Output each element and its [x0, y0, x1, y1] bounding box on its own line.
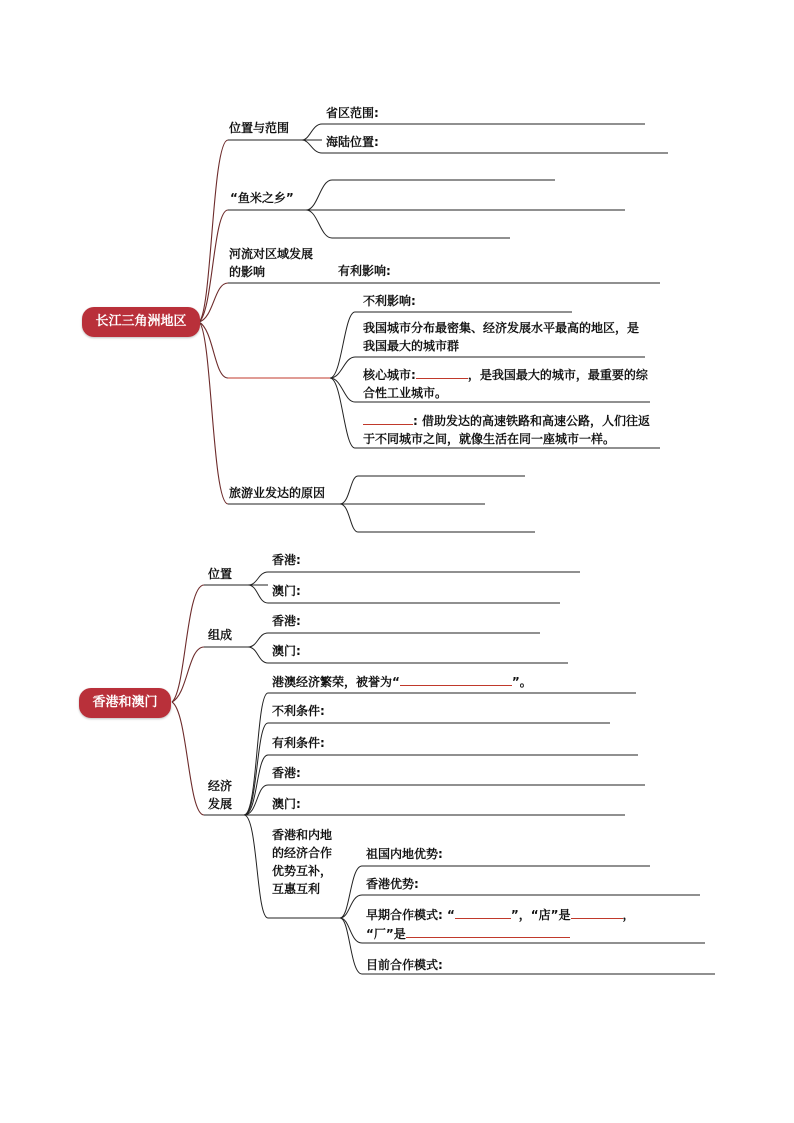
node-high-speed-rail	[363, 411, 658, 448]
rail-suffix: : 借助发达的高速铁路和高速公路，人们往返于不同城市之间，就像生活在同一座城市一样。	[363, 414, 650, 446]
early-blank-1[interactable]	[455, 905, 511, 919]
prosperity-prefix: 港澳经济繁荣，被誉为“	[272, 675, 400, 689]
early-line2: “厂”是	[366, 927, 406, 941]
prosperity-blank[interactable]	[400, 672, 512, 686]
node-early-model-line2	[366, 924, 570, 943]
node-composition-hongkong: 香港:	[272, 614, 301, 628]
node-position: 位置	[208, 567, 233, 581]
node-economy: 经济发展	[208, 779, 233, 811]
node-position-macao: 澳门:	[272, 584, 301, 598]
node-mainland-advantage: 祖国内地优势:	[366, 847, 443, 861]
early-mid: ”，“店”是	[510, 908, 571, 922]
prosperity-suffix: ”。	[511, 675, 532, 689]
node-core-city	[363, 365, 653, 402]
early-blank-2[interactable]	[571, 905, 623, 919]
rail-blank[interactable]	[363, 411, 413, 425]
node-position-hongkong: 香港:	[272, 553, 301, 567]
node-composition: 组成	[208, 628, 233, 642]
node-unfavorable-influence: 不利影响:	[363, 294, 416, 308]
node-cooperation: 香港和内地的经济合作优势互补，互惠互利	[272, 828, 333, 896]
root-node-hongkong-macao: 香港和澳门	[79, 688, 171, 718]
node-location-range: 位置与范围	[229, 121, 290, 135]
early-prefix: 早期合作模式: “	[366, 908, 455, 922]
node-economy-hongkong: 香港:	[272, 766, 301, 780]
node-hongkong-advantage: 香港优势:	[366, 877, 419, 891]
root-node-yangtze-delta: 长江三角洲地区	[82, 307, 200, 337]
core-city-suffix: ，是我国最大的城市，最重要的综合性工业城市。	[363, 368, 648, 400]
early-end: ，	[622, 908, 635, 922]
node-favorable-influence: 有利影响:	[338, 264, 391, 278]
early-blank-3[interactable]	[406, 924, 570, 938]
node-river-influence: 河流对区域发展的影响	[229, 247, 314, 279]
node-sea-land-position: 海陆位置:	[326, 135, 379, 149]
node-favorable-conditions: 有利条件:	[272, 736, 325, 750]
core-city-prefix: 核心城市:	[363, 368, 416, 382]
node-unfavorable-conditions: 不利条件:	[272, 704, 325, 718]
node-composition-macao: 澳门:	[272, 644, 301, 658]
node-early-model	[366, 905, 635, 924]
core-city-blank[interactable]	[416, 365, 468, 379]
node-tourism-reasons: 旅游业发达的原因	[229, 486, 326, 500]
node-economy-prosperity	[272, 672, 532, 691]
node-city-group-densest: 我国城市分布最密集、经济发展水平最高的地区，是我国最大的城市群	[363, 321, 640, 353]
node-province-range: 省区范围:	[326, 106, 379, 120]
node-economy-macao: 澳门:	[272, 797, 301, 811]
node-fish-rice-land: “鱼米之乡”	[230, 191, 294, 205]
node-current-model: 目前合作模式:	[366, 958, 443, 972]
